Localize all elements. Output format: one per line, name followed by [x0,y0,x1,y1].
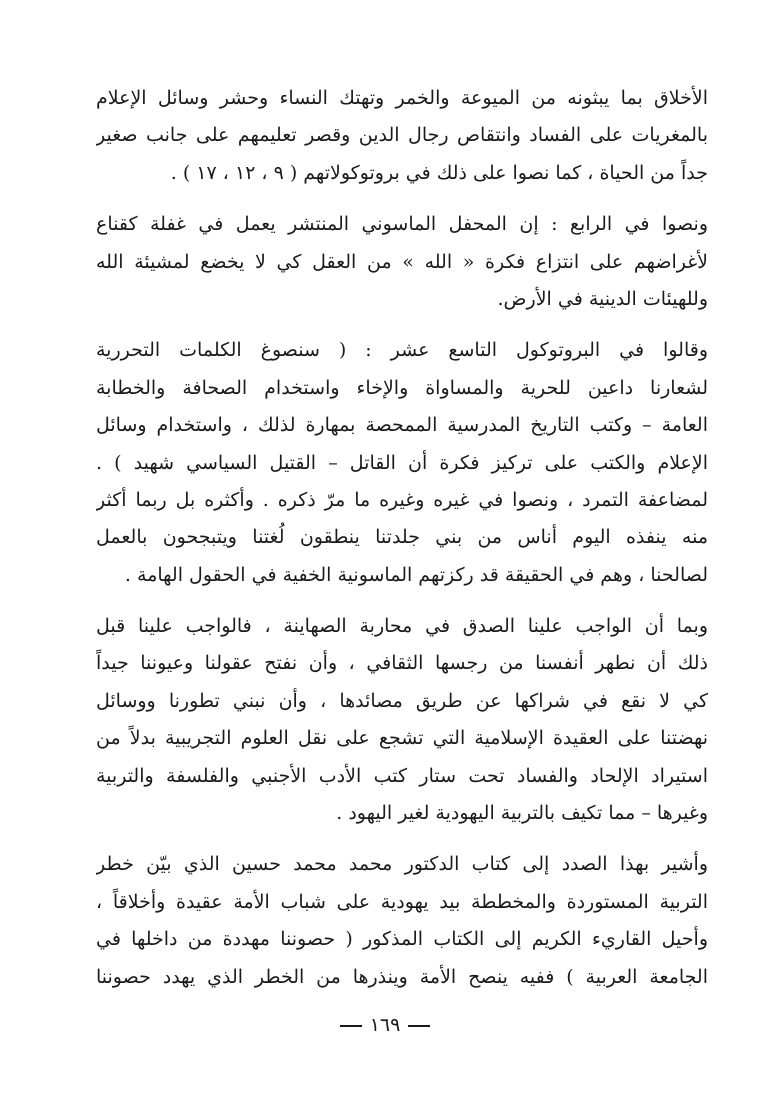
text-line: العامة – وكتب التاريخ المدرسية الممحصة بمهارة لذلك ، واستخدام وسائل [96,414,708,437]
text-line: كي لا نقع في شراكها عن طريق مصائدها ، وأن نبني تطورنا ووسائل [96,689,708,712]
page-number-footer [0,1014,770,1036]
paragraph-5 [96,846,708,996]
text-line: وبما أن الواجب علينا الصدق في محاربة الصهاينة ، فالواجب علينا قبل [96,615,708,638]
text-line: وأحيل القاريء الكريم إلى الكتاب المذكور ( حصوننا مهددة من داخلها في [96,928,708,951]
page-body [96,80,708,1010]
text-line: وللهيئات الدينية في الأرض. [497,287,708,310]
paragraph-2 [96,206,708,318]
text-line: الأخلاق بما يبثونه من الميوعة والخمر وتهتك النساء وحشر وسائل الإعلام [96,87,708,109]
text-line: جداً من الحياة ، كما نصوا على ذلك في بروتوكولاتهم ( ٩ ، ١٢ ، ١٧ ) . [170,161,708,184]
right-dash [340,1025,362,1027]
text-line: ذلك أن نطهر أنفسنا من رجسها الثقافي ، وأن نفتح عقولنا وعيوننا جيداً [96,652,708,675]
text-line: نهضتنا على العقيدة الإسلامية التي تشجع على نقل العلوم التجريبية بدلاً من [96,727,708,750]
text-line: وأشير بهذا الصدد إلى كتاب الدكتور محمد محمد حسين الذي بيّن خطر [96,853,708,876]
text-line: لصالحنا ، وهم في الحقيقة قد ركزتهم الماسونية الخفية في الحقول الهامة . [124,563,708,586]
text-line: لمضاعفة التمرد ، ونصوا في غيره وغيره ما مرّ ذكره . وأكثره بل ربما أكثر [96,488,708,511]
text-line: وغيرها – مما تكيف بالتربية اليهودية لغير اليهود . [336,802,708,825]
text-line: التربية المستوردة والمخططة بيد يهودية على شباب الأمة عقيدة وأخلاقاً ، [96,890,708,913]
text-line: استيراد الإلحاد والفساد تحت ستار كتب الأدب الأجنبي والفلسفة والتربية [96,764,708,787]
text-line: الجامعة العربية ) ففيه ينصح الأمة وينذرها من الخطر الذي يهدد حصوننا [96,965,708,988]
left-dash [408,1025,430,1027]
page-number: ١٦٩ [369,1014,401,1036]
text-line: لأغراضهم على انتزاع فكرة « الله » من العقل كي لا يخضع لمشيئة الله [96,250,708,273]
paragraph-4 [96,608,708,832]
text-line: الإعلام والكتب على تركيز فكرة أن القاتل – القتيل السياسي شهيد ) . [96,451,708,474]
text-line: لشعارنا داعين للحرية والمساواة والإخاء واستخدام الصحافة والخطابة [96,376,708,399]
text-line: ونصوا في الرابع : إن المحفل الماسوني المنتشر يعمل في غفلة كقناع [96,213,708,236]
text-line: وقالوا في البروتوكول التاسع عشر : ( سنصوغ الكلمات التحررية [96,339,708,362]
paragraph-3 [96,332,708,594]
text-line: منه ينفذه اليوم أناس من بني جلدتنا ينطقون لُغتنا ويتبجحون بالعمل [96,526,708,549]
paragraph-1 [96,80,708,192]
text-line: بالمغريات على الفساد وانتقاص رجال الدين وقصر تعليمهم على جانب صغير [96,124,708,147]
